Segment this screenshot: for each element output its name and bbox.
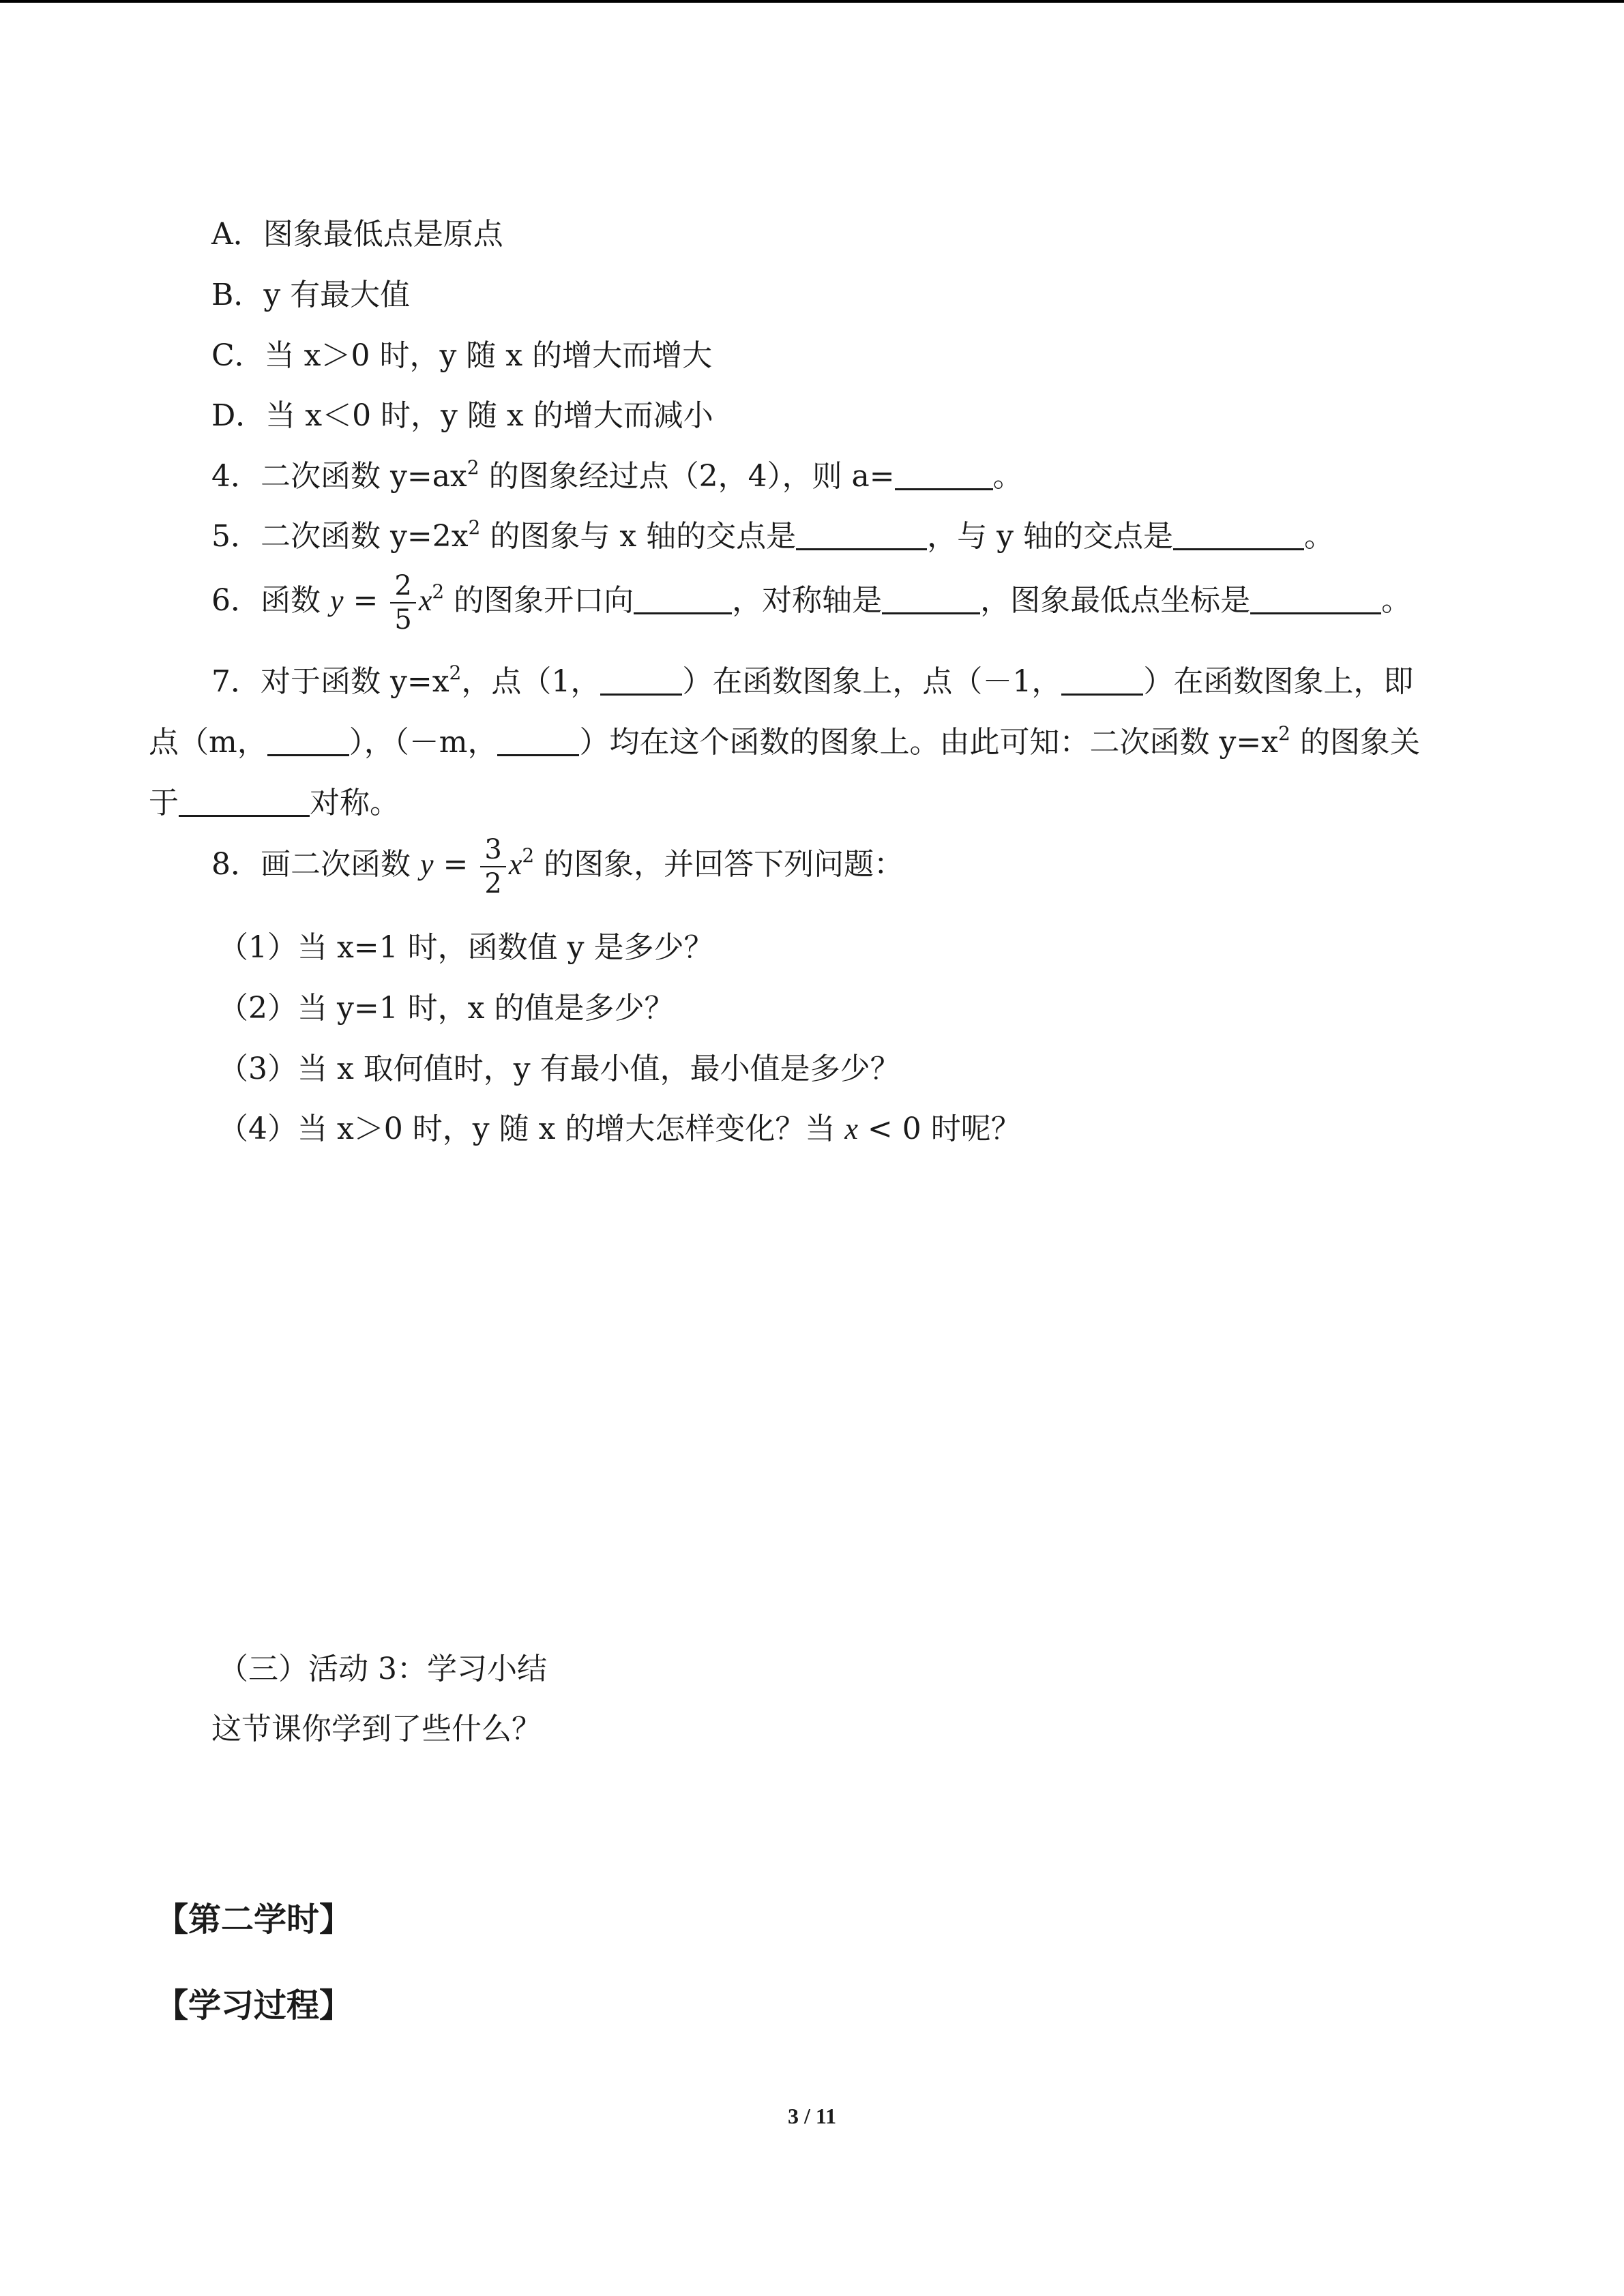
question-7-line-1: 7．对于函数 $y=x^2$，点（1， ）在函数图象上，点（－1， ）在函数图象上，即 [211, 661, 1414, 699]
question-5: 5．二次函数 $y=2x^2$ 的图象与 x 轴的交点是 ，与 y 轴的交点是 。 [211, 516, 1334, 554]
page-number: 3 / 11 [787, 2104, 837, 2128]
sub-question-2: （2）当 y=1 时，x 的值是多少？ [218, 991, 675, 1026]
answer-blank[interactable] [895, 457, 993, 490]
option-d: D．当 x＜0 时，y 随 x 的增大而减小 [211, 398, 713, 433]
question-6: 6．函数 y = $\frac{2}{5}$ $x^2$ 的图象开口向 ，对称轴是 ，图象最低点坐标是 。 [211, 569, 1412, 636]
section-heading: 【第二学时】 [156, 1900, 353, 1939]
answer-blank[interactable] [1250, 581, 1381, 614]
sub-question-3: （3）当 x 取何值时，y 有最小值，最小值是多少？ [218, 1052, 900, 1086]
page-top-border [0, 0, 1624, 3]
fraction: $\frac{2}{5}$ [390, 571, 415, 635]
section-heading: 【学习过程】 [156, 1986, 353, 2025]
answer-blank[interactable] [600, 662, 682, 696]
answer-blank[interactable] [882, 581, 980, 614]
activity-3-title: （三）活动 3：学习小结 [218, 1652, 547, 1686]
answer-blank[interactable] [267, 723, 349, 756]
answer-blank[interactable] [497, 723, 579, 756]
answer-blank[interactable] [796, 517, 927, 550]
question-8: 8．画二次函数 y = $\frac{3}{2}$ $x^2$ 的图象，并回答下列问题： [211, 833, 904, 899]
option-b: B．y 有最大值 [211, 278, 411, 312]
answer-blank[interactable] [1173, 517, 1304, 550]
answer-blank[interactable] [179, 784, 310, 817]
option-c: C．当 x＞0 时，y 随 x 的增大而增大 [211, 338, 713, 373]
answer-blank[interactable] [634, 581, 732, 614]
question-7-line-3: 于 对称。 [149, 783, 400, 824]
answer-blank[interactable] [1061, 662, 1143, 696]
question-7-line-2: 点（m， ），（－m， ）均在这个函数的图象上。由此可知：二次函数 $y=x^2$ 的图象关 [149, 722, 1420, 760]
question-4: 4．二次函数 $y=ax^2$ 的图象经过点（2，4），则 a= 。 [211, 456, 1023, 494]
activity-3-question: 这节课你学到了些什么？ [211, 1712, 542, 1746]
option-a: A．图象最低点是原点 [211, 217, 503, 252]
fraction: $\frac{3}{2}$ [480, 835, 505, 899]
sub-question-1: （1）当 x=1 时，函数值 y 是多少？ [218, 930, 714, 965]
sub-question-4: （4）当 x＞0 时，y 随 x 的增大怎样变化？当 x < 0 时呢？ [218, 1112, 1021, 1146]
